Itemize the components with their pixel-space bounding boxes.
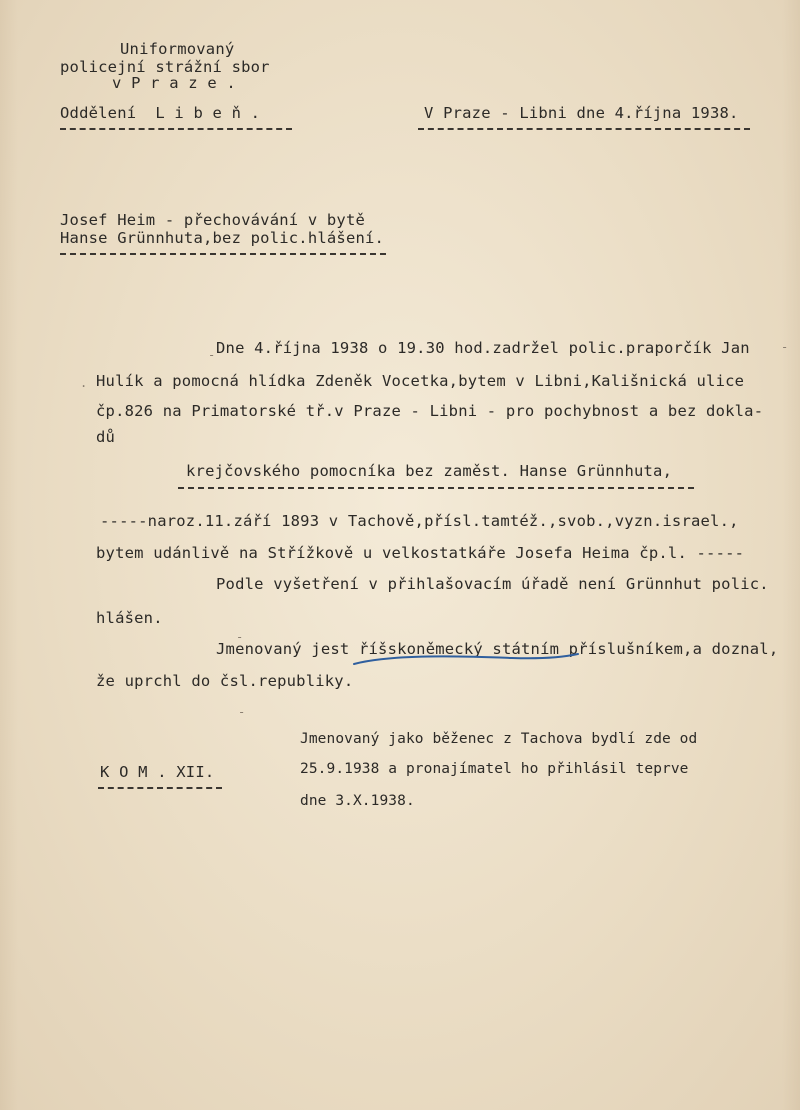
name-underline bbox=[178, 487, 694, 489]
body-line-8: Podle vyšetření v přihlašovacím úřadě není Grünnhut polic. bbox=[216, 575, 769, 593]
body-line-10: Jmenovaný jest říšskoněmecký státním příslušníkem,a doznal, bbox=[216, 640, 779, 658]
body-line-9: hlášen. bbox=[96, 609, 163, 627]
subject-line-1: Josef Heim - přechovávání v bytě bbox=[60, 211, 366, 229]
stray-mark: - bbox=[236, 630, 244, 644]
place-date: V Praze - Libni dne 4.října 1938. bbox=[424, 104, 739, 122]
org-line-1: Uniformovaný bbox=[120, 40, 235, 58]
office-code-underline bbox=[98, 787, 222, 789]
org-line-2: policejní strážní sbor bbox=[60, 58, 270, 76]
body-line-2: Hulík a pomocná hlídka Zdeněk Vocetka,bytem v Libni,Kališnická ulice bbox=[96, 372, 745, 390]
pencil-underline-mark bbox=[352, 650, 582, 670]
note-line-3: dne 3.X.1938. bbox=[300, 793, 415, 809]
subject-underline bbox=[60, 253, 386, 255]
pencil-stroke bbox=[354, 654, 578, 664]
note-line-1: Jmenovaný jako běženec z Tachova bydlí zde od bbox=[300, 731, 698, 747]
department-underline bbox=[60, 128, 292, 130]
subject-line-2: Hanse Grünnhuta,bez polic.hlášení. bbox=[60, 229, 385, 247]
body-line-6: -----naroz.11.září 1893 v Tachově,přísl.tamtéž.,svob.,vyzn.israel., bbox=[100, 512, 739, 530]
body-line-11: že uprchl do čsl.republiky. bbox=[96, 672, 354, 690]
office-code: K O M . XII. bbox=[100, 763, 215, 781]
place-date-underline bbox=[418, 128, 750, 130]
body-line-1: Dne 4.října 1938 o 19.30 hod.zadržel polic.praporčík Jan bbox=[216, 339, 750, 357]
stray-mark: . bbox=[80, 376, 88, 390]
note-line-2: 25.9.1938 a pronajímatel ho přihlásil teprve bbox=[300, 761, 689, 777]
stray-mark: - bbox=[781, 340, 789, 354]
stray-mark: - bbox=[208, 348, 216, 362]
body-line-3: čp.826 na Primatorské tř.v Praze - Libni - pro pochybnost a bez dokla- bbox=[96, 402, 764, 420]
org-line-3: v P r a z e . bbox=[112, 74, 236, 92]
stray-mark: - bbox=[238, 705, 246, 719]
department-label: Oddělení L i b e ň . bbox=[60, 104, 261, 122]
body-line-5-centered-name: krejčovského pomocníka bez zaměst. Hanse Grünnhuta, bbox=[186, 462, 673, 480]
body-line-4: dů bbox=[96, 428, 116, 446]
body-line-7: bytem udánlivě na Střížkově u velkostatkáře Josefa Heima čp.l. ----- bbox=[96, 544, 745, 562]
